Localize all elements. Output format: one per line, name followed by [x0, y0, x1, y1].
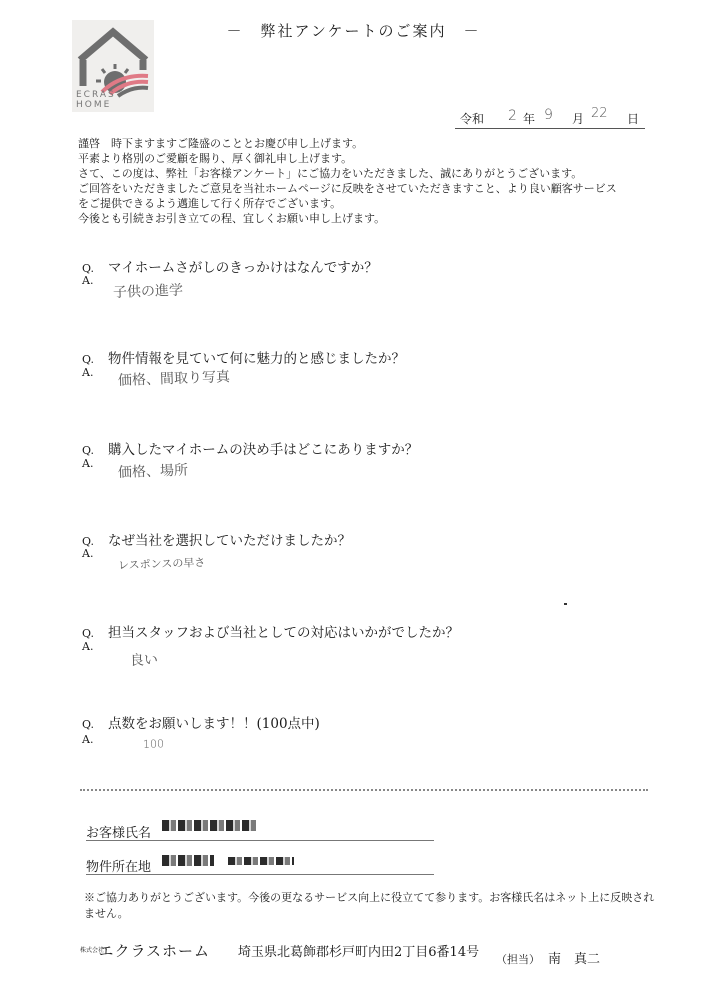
answer-6: 100 — [142, 737, 165, 751]
company-prefix: 株式会社 — [80, 947, 105, 954]
property-location-label: 物件所在地 — [86, 860, 152, 875]
answer-5: 良い — [129, 652, 159, 669]
a-label: A. — [82, 640, 94, 653]
intro-line: ご回答をいただきましたご意見を当社ホームページに反映をさせていただきますこと、より良い顧客サービス — [78, 182, 617, 195]
date-month-unit: 月 — [572, 112, 585, 126]
intro-line: さて、この度は、弊社「お客様アンケート」にご協力をいただきました、誠にありがとうございます。 — [78, 167, 583, 180]
staff-name: 南 真二 — [548, 952, 601, 967]
scan-speck — [564, 603, 567, 605]
question-text: マイホームさがしのきっかけはなんですか？ — [108, 260, 378, 276]
staff-block — [496, 948, 600, 967]
intro-line: 平素より格別のご愛顧を賜り、厚く御礼申し上げます。 — [78, 152, 353, 165]
q-label: Q. — [82, 444, 94, 457]
q-label: Q. — [82, 627, 94, 640]
logo-text-line2: HOME — [76, 100, 112, 110]
question-text: 購入したマイホームの決め手はどこにありますか？ — [108, 442, 419, 458]
customer-name-label: お客様氏名 — [86, 826, 152, 841]
date-year-unit: 年 — [523, 112, 536, 126]
question-3 — [82, 438, 418, 458]
logo-text-line1: ECRAS — [76, 90, 116, 100]
answer-3: 価格、場所 — [117, 462, 189, 481]
answer-1: 子供の進学 — [112, 282, 184, 301]
answer-4: レスポンスの早さ — [117, 555, 206, 572]
date-day: 22 — [591, 106, 608, 121]
intro-line: をご提供できるよう邁進して行く所存でございます。 — [78, 197, 342, 210]
page-title: － 弊社アンケートのご案内 － — [226, 22, 481, 40]
date-day-unit: 日 — [627, 112, 640, 126]
intro-paragraph — [78, 136, 678, 226]
date-month: 9 — [544, 107, 553, 123]
answer-2: 価格、間取り写真 — [117, 369, 231, 389]
question-4 — [82, 529, 351, 549]
q-label: Q. — [82, 718, 94, 731]
question-5 — [82, 621, 459, 641]
a-label: A. — [82, 274, 94, 287]
question-6 — [82, 712, 320, 732]
intro-line: 謹啓 時下ますますご隆盛のこととお慶び申し上げます。 — [78, 137, 364, 150]
redacted-customer-name — [162, 820, 258, 831]
question-text: 担当スタッフおよび当社としての対応はいかがでしたか？ — [108, 625, 459, 641]
question-text: 物件情報を見ていて何に魅力的と感じましたか？ — [108, 351, 405, 367]
intro-line: 今後とも引続きお引き立ての程、宜しくお願い申し上げます。 — [78, 212, 386, 225]
date-year: 2 — [508, 108, 517, 124]
customer-name-line — [86, 840, 434, 841]
q-label: Q. — [82, 262, 94, 275]
footnote: ※ご協力ありがとうございます。今後の更なるサービス向上に役立てて参ります。お客様氏名はネット上に反映されません。 — [84, 891, 655, 920]
divider — [80, 789, 648, 791]
redacted-property-location — [228, 857, 294, 865]
question-text: 点数をお願いします！！(100点中) — [108, 716, 320, 732]
a-label: A. — [82, 733, 94, 746]
question-1 — [82, 256, 378, 276]
a-label: A. — [82, 366, 94, 379]
property-location-line — [86, 874, 434, 875]
a-label: A. — [82, 547, 94, 560]
company-block — [80, 940, 210, 961]
question-text: なぜ当社を選択していただけましたか？ — [108, 533, 351, 549]
redacted-property-location — [162, 855, 214, 866]
company-address: 埼玉県北葛飾郡杉戸町内田2丁目6番14号 — [238, 945, 480, 960]
date-era: 令和 — [460, 112, 485, 126]
question-2 — [82, 347, 405, 367]
q-label: Q. — [82, 353, 94, 366]
company-name: エクラスホーム — [98, 942, 211, 960]
staff-role: （担当） — [496, 953, 540, 966]
q-label: Q. — [82, 535, 94, 548]
company-logo — [72, 20, 154, 112]
a-label: A. — [82, 457, 94, 470]
date-row — [455, 106, 645, 129]
